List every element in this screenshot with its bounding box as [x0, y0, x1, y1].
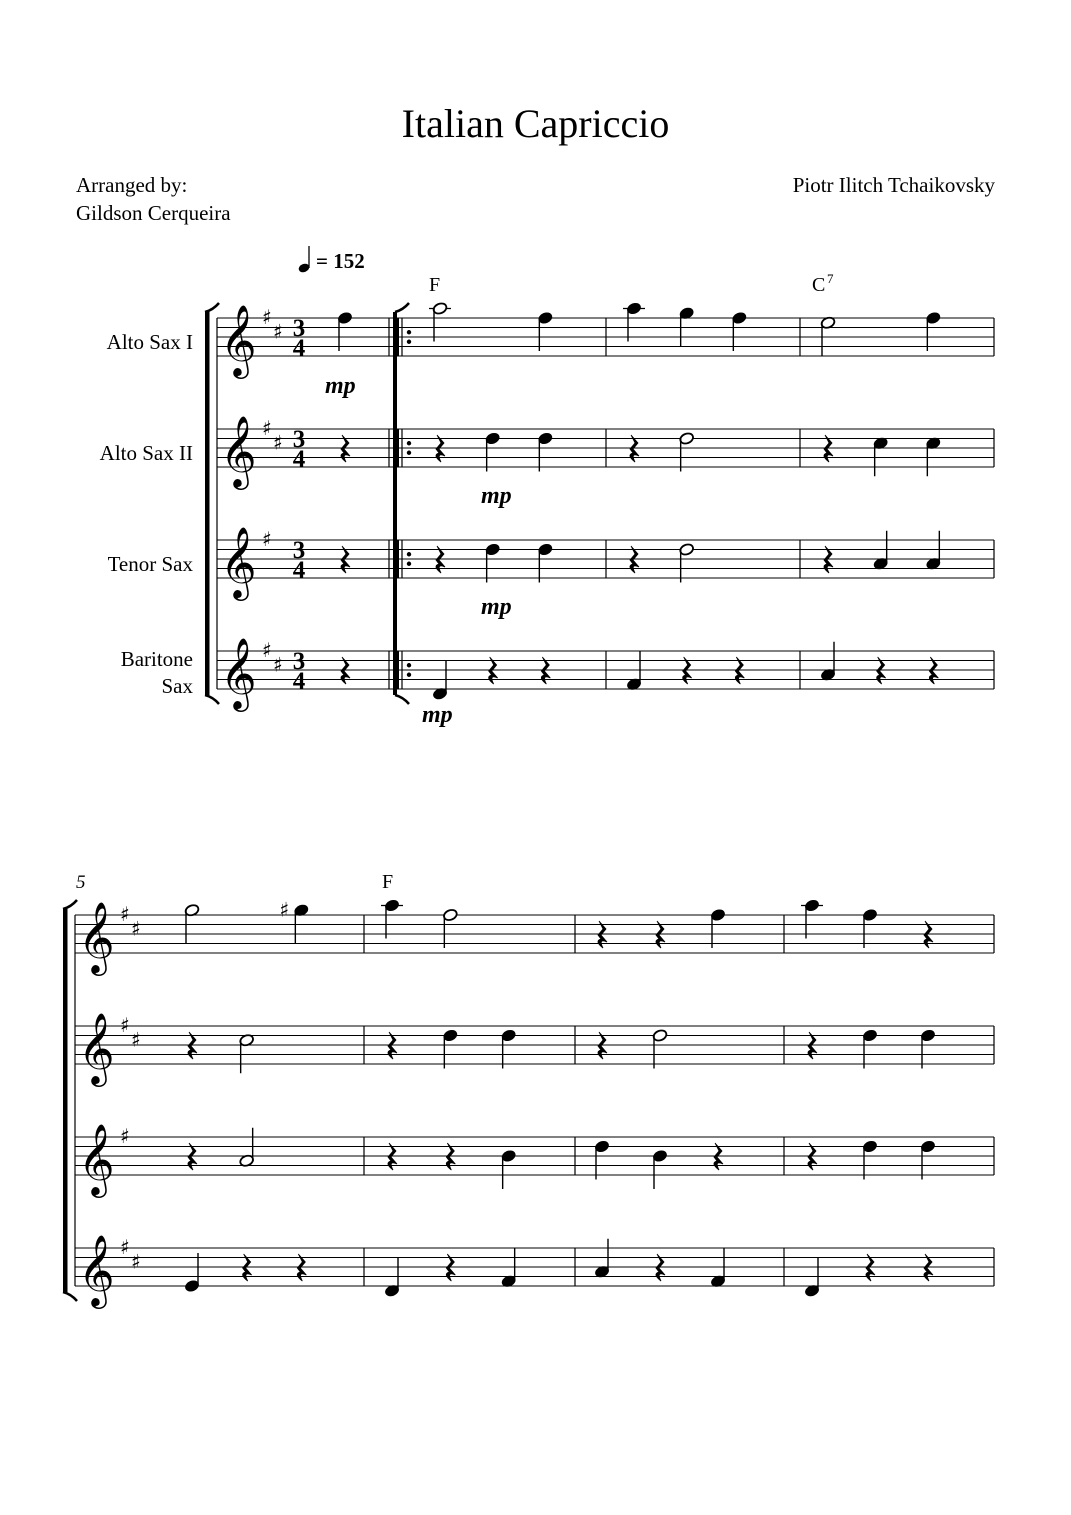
- chord-symbol: F: [429, 274, 441, 296]
- key-signature-sharp-icon: ♯: [131, 1249, 141, 1274]
- quarter-note: [710, 908, 726, 948]
- key-signature-sharp-icon: ♯: [262, 638, 272, 662]
- repeat-dot: [407, 441, 411, 445]
- quarter-note: [485, 432, 501, 472]
- quarter-note: [184, 1253, 200, 1293]
- staff-2-system-2: [75, 1026, 994, 1064]
- quarter-note: [679, 306, 695, 346]
- bracket-top-hook: [63, 900, 77, 909]
- key-signature-sharp-icon: ♯: [131, 1027, 141, 1052]
- treble-clef-icon: 𝄞: [220, 303, 257, 376]
- quarter-note: [501, 1149, 517, 1189]
- time-signature-top: 3: [292, 648, 306, 675]
- quarter-note: [501, 1248, 517, 1288]
- time-signature-top: 3: [292, 426, 306, 453]
- key-signature-sharp-icon: ♯: [131, 916, 141, 941]
- key-signature-sharp-icon: ♯: [273, 430, 283, 455]
- quarter-note: [652, 1149, 668, 1189]
- repeat-dot: [407, 340, 411, 344]
- treble-clef-icon: 𝄞: [220, 636, 257, 709]
- half-note: [679, 543, 695, 583]
- chord-superscript: 7: [827, 271, 834, 286]
- quarter-note: [537, 311, 553, 351]
- half-note: [184, 903, 200, 943]
- quarter-note: [862, 908, 878, 948]
- bracket-bottom-hook: [205, 695, 219, 704]
- score-title: Italian Capriccio: [401, 101, 670, 146]
- time-signature-top: 3: [292, 315, 306, 342]
- half-note: [820, 316, 836, 356]
- treble-clef-icon: 𝄞: [78, 1122, 115, 1195]
- key-signature-sharp-icon: ♯: [262, 305, 272, 329]
- dynamic-mark: mp: [422, 702, 453, 728]
- repeat-dot: [407, 552, 411, 556]
- instrument-label: Baritone: [120, 647, 193, 671]
- system-bracket: [205, 312, 210, 695]
- repeat-dot: [407, 562, 411, 566]
- key-signature-sharp-icon: ♯: [120, 1013, 130, 1037]
- dynamic-mark: mp: [481, 594, 512, 620]
- arranger-name: Gildson Cerqueira: [76, 201, 231, 225]
- half-note: [652, 1029, 668, 1069]
- quarter-note: [384, 1258, 400, 1298]
- instrument-label: Alto Sax II: [99, 441, 193, 465]
- treble-clef-icon: 𝄞: [78, 900, 115, 973]
- bracket-top-hook: [205, 303, 219, 312]
- quarter-note: [623, 302, 645, 342]
- key-signature-sharp-icon: ♯: [120, 902, 130, 926]
- repeat-bracket-bottom-hook: [395, 695, 409, 704]
- instrument-label: Alto Sax I: [106, 330, 193, 354]
- quarter-note: [337, 311, 353, 351]
- system-bracket: [63, 909, 68, 1292]
- quarter-note: [381, 899, 403, 939]
- quarter-note: [710, 1248, 726, 1288]
- quarter-note: [594, 1140, 610, 1180]
- sharp-accidental-icon: ♯: [279, 897, 290, 922]
- half-note: [239, 1128, 255, 1168]
- quarter-note: [804, 1258, 820, 1298]
- key-signature-sharp-icon: ♯: [273, 319, 283, 344]
- quarter-note: [920, 1140, 936, 1180]
- quarter-note: [485, 543, 501, 583]
- quarter-note: [925, 311, 941, 351]
- repeat-dot: [407, 330, 411, 334]
- quarter-note: [820, 642, 836, 682]
- quarter-note: [925, 531, 941, 571]
- repeat-dot: [407, 673, 411, 677]
- arranger-label: Arranged by:: [76, 173, 188, 197]
- time-signature-bottom: 4: [292, 335, 306, 362]
- chord-symbol: C: [812, 274, 826, 296]
- key-signature-sharp-icon: ♯: [120, 1124, 130, 1148]
- quarter-note: [501, 1029, 517, 1069]
- key-signature-sharp-icon: ♯: [273, 652, 283, 677]
- staff-3-system-2: [75, 1137, 994, 1175]
- key-signature-sharp-icon: ♯: [262, 416, 272, 440]
- quarter-note: [873, 531, 889, 571]
- bracket-bottom-hook: [63, 1292, 77, 1301]
- time-signature-bottom: 4: [292, 446, 306, 473]
- treble-clef-icon: 𝄞: [78, 1233, 115, 1306]
- quarter-note: [537, 543, 553, 583]
- half-note: [239, 1033, 255, 1073]
- key-signature-sharp-icon: ♯: [262, 527, 272, 551]
- staff-1-system-2: [75, 915, 994, 953]
- composer-name: Piotr Ilitch Tchaikovsky: [792, 173, 995, 197]
- quarter-note: [432, 661, 448, 701]
- tempo-marking: = 152: [316, 249, 365, 273]
- dynamic-mark: mp: [481, 483, 512, 509]
- quarter-note: [279, 897, 309, 943]
- treble-clef-icon: 𝄞: [78, 1011, 115, 1084]
- instrument-label: Sax: [161, 674, 193, 698]
- quarter-note: [537, 432, 553, 472]
- quarter-note: [873, 436, 889, 476]
- dynamic-mark: mp: [325, 373, 356, 399]
- treble-clef-icon: 𝄞: [220, 525, 257, 598]
- repeat-bracket-top-hook: [395, 303, 409, 312]
- repeat-dot: [407, 451, 411, 455]
- measure-number: 5: [76, 872, 86, 893]
- quarter-note: [920, 1029, 936, 1069]
- time-signature-bottom: 4: [292, 668, 306, 695]
- chord-symbol: F: [382, 871, 394, 893]
- half-note: [679, 432, 695, 472]
- quarter-note: [801, 899, 823, 939]
- half-note: [442, 908, 458, 948]
- time-signature-top: 3: [292, 537, 306, 564]
- instrument-label: Tenor Sax: [107, 552, 193, 576]
- repeat-dot: [407, 663, 411, 667]
- quarter-note: [925, 436, 941, 476]
- quarter-note: [862, 1140, 878, 1180]
- quarter-note: [626, 651, 642, 691]
- quarter-note: [731, 311, 747, 351]
- treble-clef-icon: 𝄞: [220, 414, 257, 487]
- quarter-note: [862, 1029, 878, 1069]
- time-signature-bottom: 4: [292, 557, 306, 584]
- quarter-note: [594, 1239, 610, 1279]
- staff-4-system-2: [75, 1248, 994, 1286]
- key-signature-sharp-icon: ♯: [120, 1235, 130, 1259]
- half-note: [429, 302, 451, 342]
- quarter-note: [442, 1029, 458, 1069]
